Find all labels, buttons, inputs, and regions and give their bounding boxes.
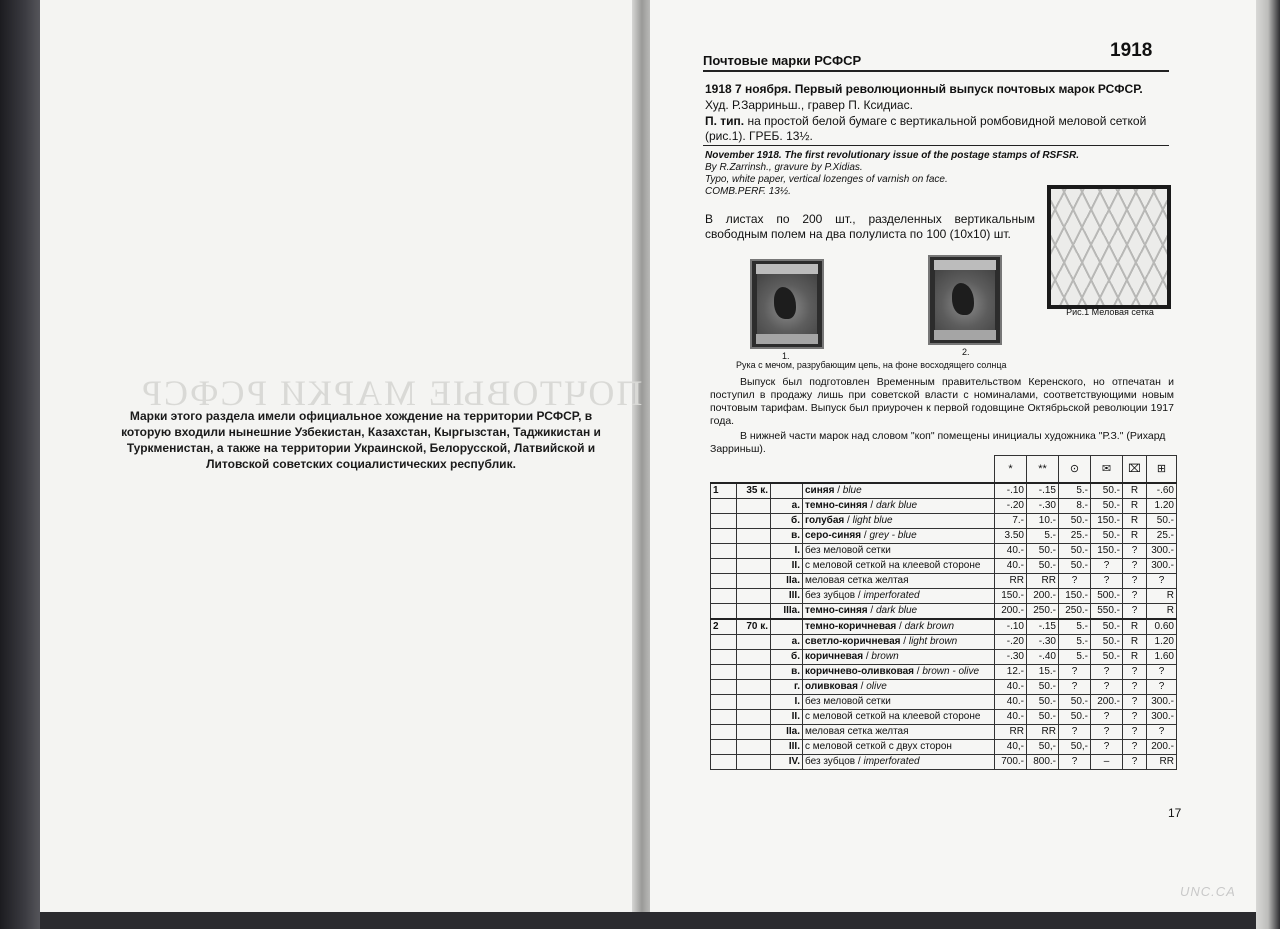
catalog-number: 2	[711, 619, 737, 635]
price-cell: 1.20	[1147, 635, 1177, 650]
price-cell: 50.-	[1147, 514, 1177, 529]
variety-code: г.	[771, 680, 803, 695]
price-cell: ?	[1091, 559, 1123, 574]
english-title: November 1918. The first revolutionary issue of the postage stamps of RSFSR.	[705, 150, 1079, 161]
colour-description: коричнево-оливковая / brown - olive	[803, 665, 995, 680]
price-cell: 40.-	[995, 680, 1027, 695]
watermark: UNC.CA	[1180, 884, 1236, 899]
nominal-value	[737, 604, 771, 620]
catalog-number	[711, 740, 737, 755]
price-cell: 550.-	[1091, 604, 1123, 620]
catalog-number	[711, 710, 737, 725]
price-cell: 15.-	[1027, 665, 1059, 680]
cover-envelope-icon: ✉	[1091, 456, 1123, 484]
colour-description: оливковая / olive	[803, 680, 995, 695]
colour-en: dark blue	[875, 605, 918, 616]
price-cell: ?	[1091, 680, 1123, 695]
price-cell: 50.-	[1059, 544, 1091, 559]
colour-ru: коричнево-оливковая	[805, 666, 914, 677]
price-cell: -.30	[995, 650, 1027, 665]
table-row	[711, 710, 1177, 725]
variety-code: I.	[771, 695, 803, 710]
header-rule	[703, 70, 1169, 72]
price-cell: ?	[1059, 574, 1091, 589]
price-cell: -.30	[1027, 499, 1059, 514]
catalog-number	[711, 529, 737, 544]
price-cell: 50.-	[1091, 499, 1123, 514]
nominal-value	[737, 635, 771, 650]
show-through-heading: ПОЧТОВЫЕ МАРКИ РСФСР	[140, 373, 643, 413]
nominal-value: 70 к.	[737, 619, 771, 635]
colour-ru: серо-синяя	[805, 530, 862, 541]
catalog-number	[711, 574, 737, 589]
price-cell: RR	[995, 725, 1027, 740]
page-number: 17	[1168, 806, 1182, 820]
price-cell: ?	[1147, 680, 1177, 695]
variety-code: IIIa.	[771, 604, 803, 620]
nominal-value	[737, 755, 771, 770]
price-cell: 150.-	[1059, 589, 1091, 604]
catalog-number	[711, 544, 737, 559]
price-cell: 50.-	[1027, 710, 1059, 725]
price-cell: 300.-	[1147, 695, 1177, 710]
table-row	[711, 695, 1177, 710]
table-row	[711, 559, 1177, 574]
table-row	[711, 544, 1177, 559]
price-cell: ?	[1123, 559, 1147, 574]
price-cell: ?	[1091, 710, 1123, 725]
table-row	[711, 755, 1177, 770]
price-cell: 50.-	[1059, 559, 1091, 574]
nominal-value	[737, 650, 771, 665]
variety-code: II.	[771, 559, 803, 574]
price-cell: R	[1123, 499, 1147, 514]
table-row	[711, 650, 1177, 665]
variety-code: а.	[771, 499, 803, 514]
catalog-number	[711, 514, 737, 529]
stamp-2-number: 2.	[962, 347, 970, 357]
colour-ru: синяя	[805, 485, 835, 496]
english-perf: COMB.PERF. 13½.	[705, 186, 791, 197]
table-row	[711, 725, 1177, 740]
nominal-value	[737, 529, 771, 544]
colour-ru: без зубцов	[805, 590, 856, 601]
nominal-value	[737, 725, 771, 740]
price-cell: ?	[1123, 544, 1147, 559]
price-cell: ?	[1123, 589, 1147, 604]
catalog-number: 1	[711, 483, 737, 499]
issue-heading: 1918 7 ноября. Первый революционный выпуск почтовых марок РСФСР.	[705, 82, 1143, 96]
price-cell: 50.-	[1059, 695, 1091, 710]
catalog-number	[711, 680, 737, 695]
price-cell: -.15	[1027, 619, 1059, 635]
nominal-value	[737, 665, 771, 680]
price-cell: R	[1147, 589, 1177, 604]
table-row	[711, 680, 1177, 695]
printing-text: на простой белой бумаге с вертикальной ромбовидной меловой сеткой (рис.1). ГРЕБ. 13½.	[705, 114, 1147, 143]
colour-en: brown	[871, 651, 899, 662]
colour-description: темно-синяя / dark blue	[803, 604, 995, 620]
colour-ru: светло-коричневая	[805, 636, 901, 647]
variety-code: III.	[771, 589, 803, 604]
price-cell: 5.-	[1059, 483, 1091, 499]
table-row	[711, 665, 1177, 680]
price-cell: ?	[1091, 665, 1123, 680]
nominal-value	[737, 574, 771, 589]
price-cell: ?	[1123, 680, 1147, 695]
price-cell: -.40	[1027, 650, 1059, 665]
section-rule	[703, 145, 1169, 146]
english-printing: Typo, white paper, vertical lozenges of varnish on face.	[705, 174, 948, 185]
colour-en: grey - blue	[869, 530, 917, 541]
price-cell: 25.-	[1059, 529, 1091, 544]
price-cell: ?	[1147, 665, 1177, 680]
colour-ru: с меловой сеткой на клеевой стороне	[805, 711, 981, 722]
price-cell: 50.-	[1059, 710, 1091, 725]
catalog-number	[711, 589, 737, 604]
price-cell: 50.-	[1091, 650, 1123, 665]
nominal-value	[737, 740, 771, 755]
catalog-number	[711, 604, 737, 620]
price-cell: 300.-	[1147, 544, 1177, 559]
price-cell: R	[1123, 514, 1147, 529]
price-cell: -.20	[995, 635, 1027, 650]
price-cell: 50.-	[1091, 635, 1123, 650]
price-cell: ?	[1091, 574, 1123, 589]
price-cell: ?	[1123, 740, 1147, 755]
designer-line: Худ. Р.Зарриньш., гравер П. Ксидиас.	[705, 98, 913, 112]
price-cell: 40.-	[995, 559, 1027, 574]
price-cell: -.10	[995, 483, 1027, 499]
price-cell: ?	[1059, 755, 1091, 770]
price-cell: 5.-	[1059, 635, 1091, 650]
nominal-value	[737, 589, 771, 604]
colour-ru: с меловой сеткой на клеевой стороне	[805, 560, 981, 571]
colour-ru: темно-синяя	[805, 605, 868, 616]
used-circle-icon: ⊙	[1059, 456, 1091, 484]
price-cell: ?	[1123, 725, 1147, 740]
colour-en: blue	[842, 485, 862, 496]
catalog-header-row	[711, 456, 1177, 484]
catalog-number	[711, 650, 737, 665]
colour-description	[803, 544, 995, 559]
price-cell: ?	[1147, 574, 1177, 589]
variety-code: IIa.	[771, 574, 803, 589]
printing-line	[705, 114, 1171, 144]
colour-description: темно-коричневая / dark brown	[803, 619, 995, 635]
colour-en: light brown	[908, 636, 958, 647]
block-envelope-icon: ⌧	[1123, 456, 1147, 484]
varnish-lozenge-figure	[1047, 185, 1171, 309]
price-cell: –	[1091, 755, 1123, 770]
table-row	[711, 589, 1177, 604]
price-cell: -.60	[1147, 483, 1177, 499]
colour-description	[803, 710, 995, 725]
colour-description: темно-синяя / dark blue	[803, 499, 995, 514]
price-cell: 50.-	[1091, 483, 1123, 499]
price-cell: RR	[1027, 574, 1059, 589]
colour-ru: оливковая	[805, 681, 858, 692]
colour-ru: без зубцов	[805, 756, 856, 767]
price-cell: ?	[1147, 725, 1177, 740]
history-paragraph: Выпуск был подготовлен Временным правительством Керенского, но отпечатан и поступил в продажу лишь при советской власти с номиналами, соответствующими новым почтовым тарифам. Выпуск был приурочен к первой годовщине Октябрьской революции 1917 года.	[710, 376, 1174, 427]
book-edge-left	[0, 0, 40, 929]
initials-paragraph: В нижней части марок над словом "коп" помещены инициалы художника "Р.З." (Рихард Зарриньш).	[710, 430, 1166, 455]
price-cell: 5.-	[1059, 650, 1091, 665]
colour-en: imperforated	[863, 756, 920, 767]
price-cell: 800.-	[1027, 755, 1059, 770]
price-cell: 50.-	[1027, 680, 1059, 695]
colour-description	[803, 740, 995, 755]
price-cell: ?	[1091, 725, 1123, 740]
price-cell: ?	[1059, 680, 1091, 695]
nominal-value	[737, 680, 771, 695]
variety-code: в.	[771, 665, 803, 680]
stamp-caption: Рука с мечом, разрубающим цепь, на фоне восходящего солнца	[736, 360, 1007, 370]
price-cell: -.15	[1027, 483, 1059, 499]
price-cell: ?	[1123, 604, 1147, 620]
colour-ru: без меловой сетки	[805, 696, 891, 707]
price-cell: ?	[1123, 755, 1147, 770]
price-cell: R	[1123, 529, 1147, 544]
table-row	[711, 619, 1177, 635]
stamp-70-kop-image	[928, 255, 1002, 345]
variety-code: I.	[771, 544, 803, 559]
price-cell: 5.-	[1027, 529, 1059, 544]
mnh-double-star-icon: **	[1027, 456, 1059, 484]
english-designer: By R.Zarrinsh., gravure by P.Xidias.	[705, 162, 863, 173]
price-cell: R	[1123, 619, 1147, 635]
mint-star-icon: *	[995, 456, 1027, 484]
price-cell: 200.-	[1091, 695, 1123, 710]
price-cell: RR	[1147, 755, 1177, 770]
price-cell: 12.-	[995, 665, 1027, 680]
price-cell: R	[1147, 604, 1177, 620]
price-cell: 200.-	[995, 604, 1027, 620]
table-row	[711, 604, 1177, 620]
variety-code: в.	[771, 529, 803, 544]
stamp-1-number: 1.	[782, 351, 790, 361]
colour-ru: темно-синяя	[805, 500, 868, 511]
colour-description	[803, 695, 995, 710]
price-cell: 150.-	[995, 589, 1027, 604]
variety-code: а.	[771, 635, 803, 650]
colour-ru: коричневая	[805, 651, 864, 662]
price-cell: 1.20	[1147, 499, 1177, 514]
price-cell: 10.-	[1027, 514, 1059, 529]
price-cell: ?	[1059, 725, 1091, 740]
price-cell: 250.-	[1027, 604, 1059, 620]
nominal-value	[737, 514, 771, 529]
price-cell: 50.-	[1027, 544, 1059, 559]
colour-description: коричневая / brown	[803, 650, 995, 665]
colour-description: без зубцов / imperforated	[803, 755, 995, 770]
colour-ru: темно-коричневая	[805, 621, 897, 632]
catalog-number	[711, 499, 737, 514]
price-cell: 3.50	[995, 529, 1027, 544]
colour-ru: с меловой сеткой с двух сторон	[805, 741, 952, 752]
price-cell: -.10	[995, 619, 1027, 635]
price-cell: R	[1123, 483, 1147, 499]
variety-code: б.	[771, 514, 803, 529]
colour-en: brown - olive	[922, 666, 980, 677]
variety-code	[771, 619, 803, 635]
variety-code	[771, 483, 803, 499]
price-cell: RR	[995, 574, 1027, 589]
price-cell: ?	[1123, 695, 1147, 710]
price-cell: 25.-	[1147, 529, 1177, 544]
price-cell: 200.-	[1027, 589, 1059, 604]
nominal-value	[737, 559, 771, 574]
price-cell: 40.-	[995, 544, 1027, 559]
catalog-table	[710, 455, 1177, 770]
price-cell: ?	[1123, 710, 1147, 725]
price-cell: 50,-	[1059, 740, 1091, 755]
price-cell: 50.-	[1059, 514, 1091, 529]
price-cell: 150.-	[1091, 514, 1123, 529]
running-year: 1918	[1110, 40, 1153, 61]
price-cell: 300.-	[1147, 710, 1177, 725]
catalog-number	[711, 665, 737, 680]
colour-ru: без меловой сетки	[805, 545, 891, 556]
price-cell: 50.-	[1091, 619, 1123, 635]
price-cell: 7.-	[995, 514, 1027, 529]
price-cell: ?	[1059, 665, 1091, 680]
table-row	[711, 529, 1177, 544]
book-bottom-edge	[40, 912, 1256, 929]
colour-en: light blue	[852, 515, 893, 526]
printing-label: П. тип.	[705, 114, 745, 128]
price-cell: 500.-	[1091, 589, 1123, 604]
colour-description: без зубцов / imperforated	[803, 589, 995, 604]
nominal-value	[737, 710, 771, 725]
colour-en: imperforated	[863, 590, 920, 601]
price-cell: 700.-	[995, 755, 1027, 770]
price-cell: 40,-	[995, 740, 1027, 755]
table-row	[711, 514, 1177, 529]
price-cell: 5.-	[1059, 619, 1091, 635]
variety-code: IIa.	[771, 725, 803, 740]
catalog-number	[711, 725, 737, 740]
colour-ru: меловая сетка желтая	[805, 726, 909, 737]
table-row	[711, 483, 1177, 499]
price-cell: 200.-	[1147, 740, 1177, 755]
nominal-value	[737, 695, 771, 710]
price-cell: R	[1123, 650, 1147, 665]
table-row	[711, 635, 1177, 650]
colour-description	[803, 574, 995, 589]
catalog-number	[711, 559, 737, 574]
left-page-note: Марки этого раздела имели официальное хождение на территории РСФСР, в которую входили нынешние Узбекистан, Казахстан, Кыргызстан, Таджикистан и Туркменистан, а также на территории Украинской, Белорусской, Латвийской и Литовской советских социалистических республик.	[121, 409, 601, 471]
price-cell: 8.-	[1059, 499, 1091, 514]
price-cell: 1.60	[1147, 650, 1177, 665]
table-row	[711, 499, 1177, 514]
price-cell: 40.-	[995, 710, 1027, 725]
price-cell: 50.-	[1027, 559, 1059, 574]
variety-code: III.	[771, 740, 803, 755]
price-cell: RR	[1027, 725, 1059, 740]
colour-description: голубая / light blue	[803, 514, 995, 529]
variety-code: II.	[771, 710, 803, 725]
colour-ru: голубая	[805, 515, 845, 526]
colour-description: серо-синяя / grey - blue	[803, 529, 995, 544]
price-cell: 150.-	[1091, 544, 1123, 559]
variety-code: IV.	[771, 755, 803, 770]
colour-en: dark brown	[904, 621, 955, 632]
colour-en: olive	[866, 681, 887, 692]
colour-description	[803, 559, 995, 574]
catalog-number	[711, 755, 737, 770]
catalog-number	[711, 635, 737, 650]
price-cell: 0.60	[1147, 619, 1177, 635]
price-cell: R	[1123, 635, 1147, 650]
price-cell: 300.-	[1147, 559, 1177, 574]
nominal-value: 35 к.	[737, 483, 771, 499]
running-title: Почтовые марки РСФСР	[703, 53, 862, 68]
book-edge-right	[1256, 0, 1280, 929]
figure-caption: Рис.1 Меловая сетка	[1066, 307, 1154, 317]
catalog-number	[711, 695, 737, 710]
price-cell: ?	[1091, 740, 1123, 755]
colour-description: светло-коричневая / light brown	[803, 635, 995, 650]
stamp-35-kop-image	[750, 259, 824, 349]
colour-en: dark blue	[875, 500, 918, 511]
table-row	[711, 574, 1177, 589]
nominal-value	[737, 544, 771, 559]
variety-code: б.	[771, 650, 803, 665]
colour-description: синяя / blue	[803, 483, 995, 499]
price-cell: ?	[1123, 574, 1147, 589]
price-cell: -.30	[1027, 635, 1059, 650]
price-cell: 50.-	[1091, 529, 1123, 544]
sheet-format-text: В листах по 200 шт., разделенных вертикальным свободным полем на два полулиста по 100 (10х10) шт.	[705, 212, 1035, 241]
price-cell: 250.-	[1059, 604, 1091, 620]
price-cell: 50,-	[1027, 740, 1059, 755]
table-row	[711, 740, 1177, 755]
nominal-value	[737, 499, 771, 514]
price-cell: ?	[1123, 665, 1147, 680]
colour-ru: меловая сетка желтая	[805, 575, 909, 586]
price-cell: -.20	[995, 499, 1027, 514]
colour-description	[803, 725, 995, 740]
price-cell: 50.-	[1027, 695, 1059, 710]
price-cell: 40.-	[995, 695, 1027, 710]
block-four-icon: ⊞	[1147, 456, 1177, 484]
